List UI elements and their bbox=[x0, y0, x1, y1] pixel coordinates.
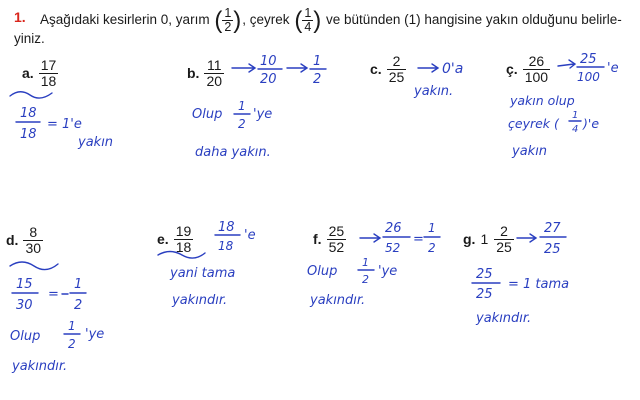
denominator: 18 bbox=[218, 239, 234, 253]
whole-part: 1 bbox=[480, 231, 489, 248]
denominator: 30 bbox=[16, 298, 33, 313]
numerator: 19 bbox=[175, 223, 192, 239]
denominator: 52 bbox=[328, 238, 345, 255]
arrow-icon bbox=[517, 234, 536, 242]
answer-f bbox=[307, 221, 440, 308]
quarter-fraction: ( $\frac{1}{4}$ ) bbox=[294, 6, 322, 35]
item-label: d. bbox=[6, 232, 19, 249]
numerator: 27 bbox=[544, 221, 561, 236]
denominator: 25 bbox=[476, 287, 493, 302]
answer-line: yakın bbox=[78, 135, 114, 150]
answer-line: )'e bbox=[583, 116, 600, 131]
half-fraction: ( $\frac{1}{2}$ ) bbox=[214, 6, 242, 35]
answer-line: yakın olup bbox=[510, 93, 575, 108]
answer-line: yakın. bbox=[414, 84, 454, 99]
denominator: 18 bbox=[20, 127, 37, 142]
answer-c bbox=[413, 61, 463, 99]
numerator: 25 bbox=[580, 52, 597, 67]
question-text-a: Aşağıdaki kesirlerin 0, yarım bbox=[40, 12, 210, 28]
numerator: 11 bbox=[206, 57, 222, 73]
item-label: a. bbox=[22, 65, 34, 82]
numerator: 26 bbox=[528, 53, 545, 69]
squiggle bbox=[10, 262, 58, 270]
denominator: 100 bbox=[577, 70, 600, 84]
numerator: 1 bbox=[74, 277, 83, 292]
answer-line: Olup bbox=[10, 329, 41, 344]
denominator: 2 bbox=[238, 117, 246, 131]
answer-e bbox=[158, 220, 256, 308]
denominator: 25 bbox=[388, 68, 405, 85]
quarter-numerator: 1 bbox=[304, 6, 312, 20]
answer-line: 0'a bbox=[442, 61, 464, 77]
arrow-icon bbox=[418, 64, 438, 72]
denominator: 25 bbox=[544, 242, 561, 257]
denominator: 52 bbox=[385, 241, 401, 255]
question-text-b: , çeyrek bbox=[242, 12, 290, 28]
denominator: 2 bbox=[74, 298, 83, 313]
numerator: 1 bbox=[68, 319, 76, 333]
denominator: 18 bbox=[175, 238, 192, 255]
answer-line: daha yakın. bbox=[195, 145, 271, 160]
answer-line: yakın bbox=[512, 144, 548, 159]
answer-line: 'ye bbox=[253, 107, 273, 122]
denominator: 2 bbox=[362, 273, 369, 286]
equals-text: = bbox=[48, 287, 59, 302]
numerator: 8 bbox=[29, 224, 38, 240]
arrow-icon bbox=[558, 60, 575, 68]
answer-line: 'ye bbox=[378, 264, 398, 279]
denominator: 18 bbox=[40, 72, 57, 89]
arrow-icon bbox=[360, 234, 380, 242]
answer-line: yakındır. bbox=[12, 359, 68, 374]
answer-line: çeyrek ( bbox=[508, 116, 559, 131]
answer-line: 'ye bbox=[85, 327, 105, 342]
numerator: 25 bbox=[328, 223, 345, 239]
item-label: b. bbox=[187, 65, 200, 82]
answer-line: Olup bbox=[192, 107, 223, 122]
answer-a bbox=[10, 92, 113, 150]
item-label: e. bbox=[157, 231, 169, 248]
numerator: 25 bbox=[476, 267, 493, 282]
half-numerator: 1 bbox=[224, 6, 232, 20]
item-label: g. bbox=[463, 231, 476, 248]
squiggle bbox=[10, 92, 52, 98]
numerator: 15 bbox=[16, 277, 33, 292]
answer-g bbox=[472, 221, 569, 326]
numerator: 18 bbox=[218, 220, 235, 235]
equals-text: = 1 tama bbox=[508, 277, 570, 292]
denominator: 4 bbox=[572, 124, 579, 135]
numerator: 26 bbox=[385, 221, 402, 236]
answer-line: 'e bbox=[244, 228, 256, 243]
numerator: 1 bbox=[362, 256, 369, 269]
question-text-c: ve bütünden (1) hangisine yakın olduğunu belirle- bbox=[326, 12, 622, 28]
denominator: 2 bbox=[68, 337, 76, 351]
denominator: 30 bbox=[25, 239, 42, 256]
quarter-denominator: 4 bbox=[304, 20, 312, 35]
denominator: 2 bbox=[428, 241, 436, 255]
answer-line: 'e bbox=[607, 61, 619, 76]
numerator: 1 bbox=[428, 221, 436, 235]
item-label: f. bbox=[313, 231, 322, 248]
numerator: 18 bbox=[20, 106, 37, 121]
numerator: 2 bbox=[500, 223, 508, 239]
denominator: 20 bbox=[206, 72, 223, 89]
answer-line: yakındır. bbox=[310, 293, 366, 308]
denominator: 25 bbox=[496, 238, 512, 255]
answer-line: yani tama bbox=[170, 266, 236, 281]
arrow-icon bbox=[232, 64, 255, 72]
numerator: 1 bbox=[238, 99, 246, 113]
question-number: 1. bbox=[14, 9, 26, 25]
answer-b bbox=[192, 54, 326, 160]
denominator: 100 bbox=[524, 68, 549, 85]
answer-line: yakındır. bbox=[476, 311, 532, 326]
answer-line: yakındır. bbox=[172, 293, 228, 308]
answer-d bbox=[10, 262, 104, 374]
squiggle bbox=[158, 252, 205, 259]
numerator: 1 bbox=[572, 110, 579, 121]
numerator: 2 bbox=[392, 53, 401, 69]
equals-text: = 1'e bbox=[47, 117, 82, 132]
arrow-icon bbox=[287, 64, 307, 72]
half-denominator: 2 bbox=[224, 20, 232, 35]
denominator: 2 bbox=[313, 72, 322, 87]
answer-line: Olup bbox=[307, 264, 338, 279]
equals-text: = bbox=[413, 232, 424, 247]
answer-cc bbox=[508, 52, 619, 159]
numerator: 1 bbox=[313, 54, 322, 69]
denominator: 20 bbox=[260, 72, 277, 87]
item-label: ç. bbox=[506, 61, 518, 78]
numerator: 17 bbox=[40, 57, 57, 73]
question-text-line2: yiniz. bbox=[14, 31, 45, 46]
numerator: 10 bbox=[260, 54, 277, 69]
item-label: c. bbox=[370, 61, 382, 78]
